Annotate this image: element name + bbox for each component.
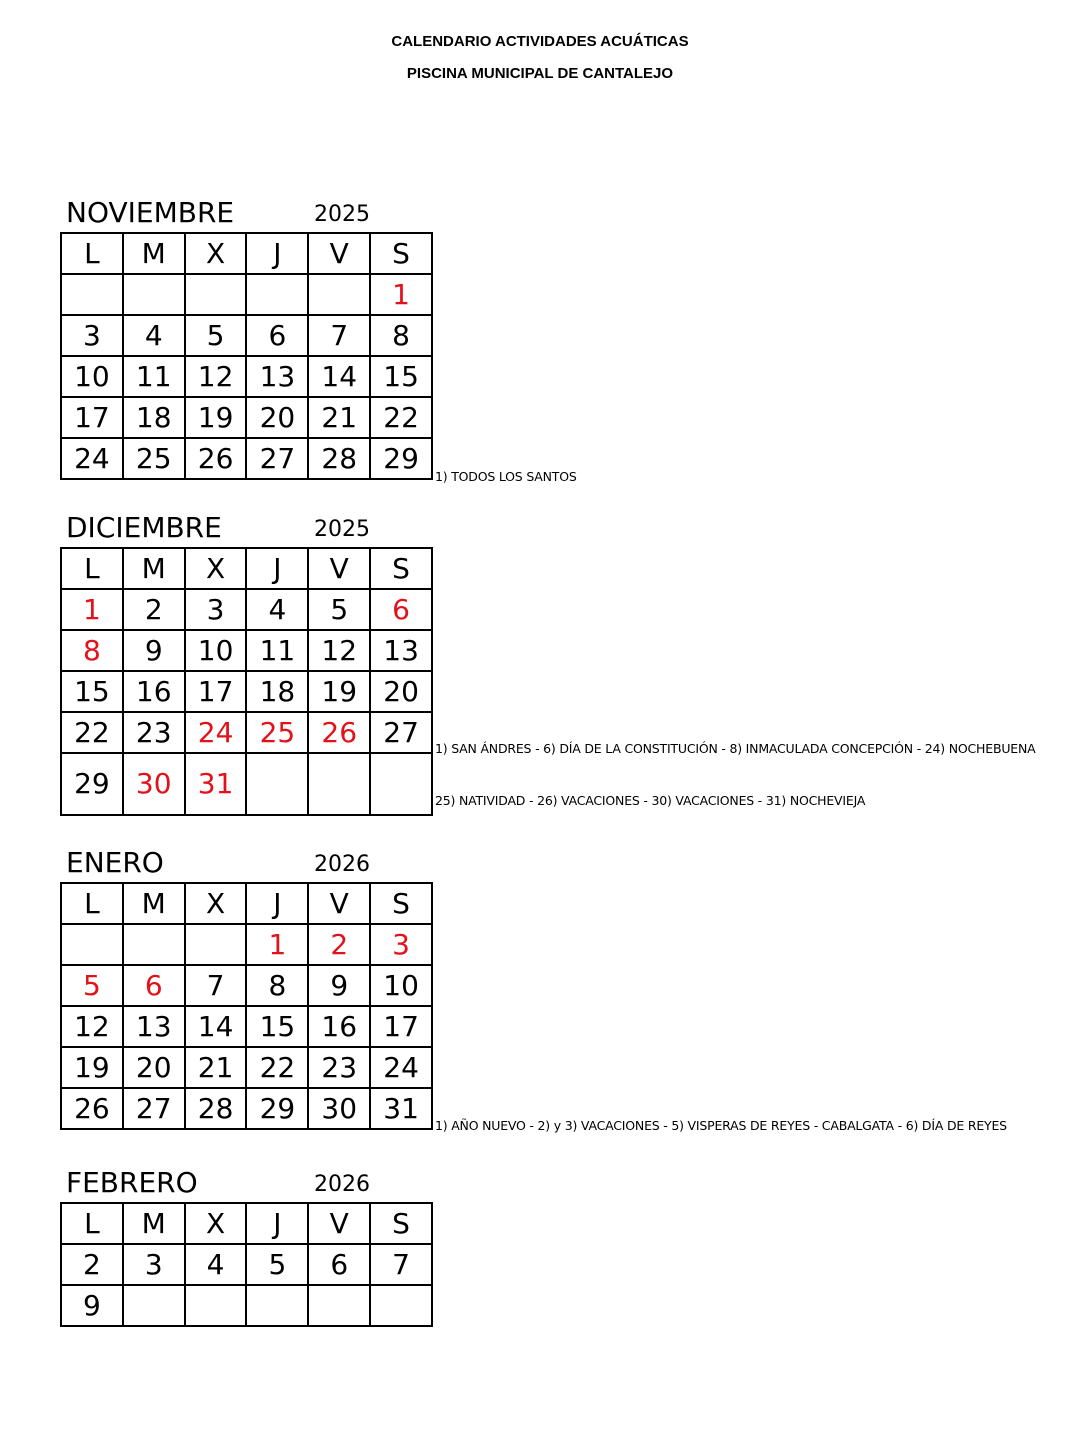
holiday-day-cell: 30 — [123, 753, 185, 815]
day-cell: 27 — [370, 712, 432, 753]
day-cell — [370, 1285, 432, 1326]
day-cell: 31 — [370, 1088, 432, 1129]
day-cell: 12 — [61, 1006, 123, 1047]
holiday-day-cell: 8 — [61, 630, 123, 671]
week-row — [61, 1285, 432, 1326]
day-cell: 4 — [246, 589, 308, 630]
day-cell: 9 — [61, 1285, 123, 1326]
day-cell: 3 — [123, 1244, 185, 1285]
holiday-day-cell: 1 — [370, 274, 432, 315]
month-year: 2026 — [314, 1172, 370, 1197]
day-cell: 4 — [123, 315, 185, 356]
weekday-header: V — [308, 548, 370, 589]
week-row — [61, 397, 432, 438]
day-cell — [246, 753, 308, 815]
day-cell: 15 — [370, 356, 432, 397]
holiday-day-cell: 2 — [308, 924, 370, 965]
day-cell: 28 — [308, 438, 370, 479]
weekday-header: J — [246, 1203, 308, 1244]
weekday-header: S — [370, 548, 432, 589]
day-cell: 13 — [370, 630, 432, 671]
day-cell: 22 — [370, 397, 432, 438]
weekday-header: V — [308, 233, 370, 274]
weekday-header: S — [370, 883, 432, 924]
day-cell — [246, 1285, 308, 1326]
month-name: NOVIEMBRE — [66, 196, 235, 229]
weekday-header: S — [370, 233, 432, 274]
month-name: ENERO — [66, 846, 164, 879]
day-cell — [185, 924, 247, 965]
day-cell — [123, 924, 185, 965]
day-cell: 2 — [61, 1244, 123, 1285]
weekday-header: X — [185, 1203, 247, 1244]
holiday-note-diciembre-1: 1) SAN ÁNDRES - 6) DÍA DE LA CONSTITUCIÓN - 8) INMACULADA CONCEPCIÓN - 24) NOCHEBUENA — [435, 741, 1036, 756]
month-year: 2026 — [314, 852, 370, 877]
day-cell — [61, 274, 123, 315]
day-cell: 9 — [308, 965, 370, 1006]
weekday-header: X — [185, 233, 247, 274]
day-cell: 13 — [123, 1006, 185, 1047]
day-cell: 16 — [308, 1006, 370, 1047]
week-row — [61, 965, 432, 1006]
calendar-grid — [60, 547, 433, 816]
day-cell: 23 — [308, 1047, 370, 1088]
weekday-header-row — [61, 548, 432, 589]
day-cell: 4 — [185, 1244, 247, 1285]
weekday-header: L — [61, 548, 123, 589]
day-cell: 17 — [370, 1006, 432, 1047]
holiday-day-cell: 6 — [370, 589, 432, 630]
month-name: FEBRERO — [66, 1166, 198, 1199]
day-cell: 12 — [185, 356, 247, 397]
week-row — [61, 589, 432, 630]
day-cell: 27 — [123, 1088, 185, 1129]
day-cell: 17 — [185, 671, 247, 712]
day-cell: 3 — [61, 315, 123, 356]
day-cell: 24 — [61, 438, 123, 479]
weekday-header: X — [185, 883, 247, 924]
holiday-day-cell: 31 — [185, 753, 247, 815]
day-cell — [308, 753, 370, 815]
day-cell: 3 — [185, 589, 247, 630]
day-cell: 29 — [246, 1088, 308, 1129]
holiday-day-cell: 6 — [123, 965, 185, 1006]
day-cell — [61, 924, 123, 965]
day-cell: 13 — [246, 356, 308, 397]
day-cell — [308, 1285, 370, 1326]
month-name: DICIEMBRE — [66, 511, 222, 544]
day-cell: 11 — [246, 630, 308, 671]
day-cell: 26 — [61, 1088, 123, 1129]
month-calendar-enero — [60, 848, 433, 1130]
day-cell: 25 — [123, 438, 185, 479]
week-row — [61, 712, 432, 753]
day-cell: 10 — [61, 356, 123, 397]
day-cell: 19 — [308, 671, 370, 712]
week-row — [61, 1244, 432, 1285]
day-cell: 12 — [308, 630, 370, 671]
day-cell: 20 — [370, 671, 432, 712]
day-cell: 29 — [370, 438, 432, 479]
page-subtitle: PISCINA MUNICIPAL DE CANTALEJO — [406, 65, 674, 82]
week-row — [61, 753, 432, 815]
week-row — [61, 1006, 432, 1047]
day-cell: 5 — [246, 1244, 308, 1285]
weekday-header: L — [61, 1203, 123, 1244]
week-row — [61, 356, 432, 397]
week-row — [61, 1088, 432, 1129]
day-cell: 20 — [123, 1047, 185, 1088]
weekday-header: J — [246, 233, 308, 274]
day-cell: 29 — [61, 753, 123, 815]
day-cell: 19 — [185, 397, 247, 438]
holiday-day-cell: 1 — [61, 589, 123, 630]
day-cell: 11 — [123, 356, 185, 397]
month-calendar-noviembre — [60, 198, 433, 480]
day-cell — [123, 1285, 185, 1326]
weekday-header: L — [61, 883, 123, 924]
day-cell — [308, 274, 370, 315]
weekday-header: M — [123, 883, 185, 924]
calendar-grid — [60, 882, 433, 1130]
day-cell: 24 — [370, 1047, 432, 1088]
weekday-header: J — [246, 548, 308, 589]
week-row — [61, 438, 432, 479]
day-cell: 7 — [308, 315, 370, 356]
week-row — [61, 924, 432, 965]
holiday-note-enero: 1) AÑO NUEVO - 2) y 3) VACACIONES - 5) VISPERAS DE REYES - CABALGATA - 6) DÍA DE REYES — [435, 1118, 1007, 1133]
day-cell: 6 — [308, 1244, 370, 1285]
day-cell: 7 — [185, 965, 247, 1006]
day-cell — [123, 274, 185, 315]
day-cell: 22 — [61, 712, 123, 753]
page-title: CALENDARIO ACTIVIDADES ACUÁTICAS — [391, 33, 689, 50]
day-cell: 30 — [308, 1088, 370, 1129]
calendar-grid — [60, 1202, 433, 1327]
day-cell: 17 — [61, 397, 123, 438]
day-cell: 9 — [123, 630, 185, 671]
holiday-day-cell: 26 — [308, 712, 370, 753]
calendar-grid — [60, 232, 433, 480]
day-cell: 16 — [123, 671, 185, 712]
day-cell: 19 — [61, 1047, 123, 1088]
holiday-day-cell: 24 — [185, 712, 247, 753]
month-calendar-febrero — [60, 1168, 433, 1327]
weekday-header: J — [246, 883, 308, 924]
weekday-header: V — [308, 1203, 370, 1244]
day-cell: 26 — [185, 438, 247, 479]
day-cell: 14 — [185, 1006, 247, 1047]
day-cell: 8 — [246, 965, 308, 1006]
day-cell — [185, 1285, 247, 1326]
weekday-header: M — [123, 1203, 185, 1244]
day-cell: 15 — [61, 671, 123, 712]
holiday-day-cell: 25 — [246, 712, 308, 753]
day-cell: 18 — [246, 671, 308, 712]
weekday-header: X — [185, 548, 247, 589]
week-row — [61, 630, 432, 671]
holiday-day-cell: 5 — [61, 965, 123, 1006]
weekday-header: M — [123, 548, 185, 589]
day-cell: 21 — [308, 397, 370, 438]
day-cell: 23 — [123, 712, 185, 753]
week-row — [61, 1047, 432, 1088]
day-cell: 20 — [246, 397, 308, 438]
day-cell: 22 — [246, 1047, 308, 1088]
day-cell — [246, 274, 308, 315]
day-cell — [370, 753, 432, 815]
weekday-header-row — [61, 1203, 432, 1244]
day-cell: 6 — [246, 315, 308, 356]
day-cell: 28 — [185, 1088, 247, 1129]
holiday-day-cell: 3 — [370, 924, 432, 965]
holiday-day-cell: 1 — [246, 924, 308, 965]
weekday-header: V — [308, 883, 370, 924]
week-row — [61, 671, 432, 712]
weekday-header-row — [61, 883, 432, 924]
day-cell: 21 — [185, 1047, 247, 1088]
day-cell: 5 — [185, 315, 247, 356]
day-cell: 5 — [308, 589, 370, 630]
day-cell: 10 — [370, 965, 432, 1006]
day-cell — [185, 274, 247, 315]
day-cell: 27 — [246, 438, 308, 479]
day-cell: 2 — [123, 589, 185, 630]
weekday-header-row — [61, 233, 432, 274]
month-year: 2025 — [314, 202, 370, 227]
week-row — [61, 315, 432, 356]
week-row — [61, 274, 432, 315]
weekday-header: L — [61, 233, 123, 274]
day-cell: 8 — [370, 315, 432, 356]
day-cell: 15 — [246, 1006, 308, 1047]
holiday-note-diciembre-2: 25) NATIVIDAD - 26) VACACIONES - 30) VACACIONES - 31) NOCHEVIEJA — [435, 793, 866, 808]
day-cell: 14 — [308, 356, 370, 397]
weekday-header: S — [370, 1203, 432, 1244]
day-cell: 7 — [370, 1244, 432, 1285]
month-calendar-diciembre — [60, 513, 433, 816]
weekday-header: M — [123, 233, 185, 274]
day-cell: 18 — [123, 397, 185, 438]
month-year: 2025 — [314, 517, 370, 542]
holiday-note-noviembre: 1) TODOS LOS SANTOS — [435, 469, 577, 484]
day-cell: 10 — [185, 630, 247, 671]
